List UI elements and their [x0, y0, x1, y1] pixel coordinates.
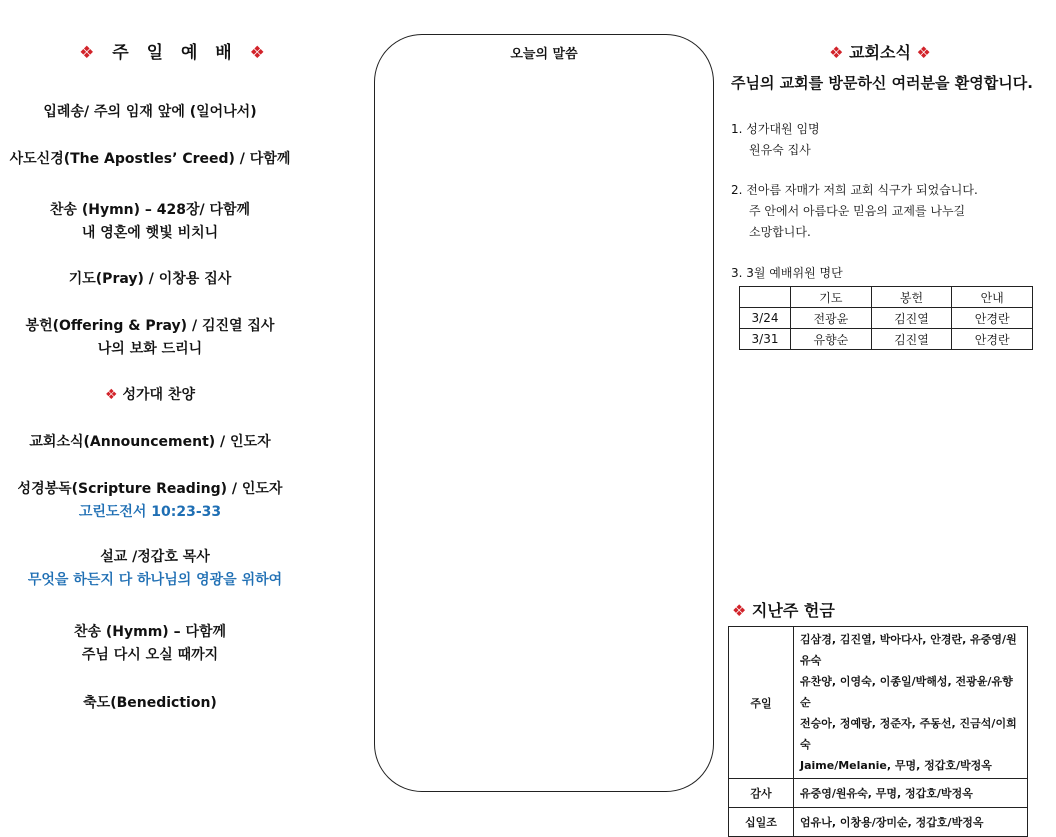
news-item-title: 2. 전아름 자매가 저희 교회 식구가 되었습니다. [731, 183, 978, 197]
scripture-reference: 고린도전서 10:23-33 [78, 504, 222, 520]
offering-title-text: 지난주 헌금 [751, 601, 835, 620]
table-cell: 안경란 [952, 329, 1033, 350]
offering-table [728, 626, 1028, 837]
order-item-text: 사도신경(The Apostles’ Creed) / 다함께 [9, 151, 291, 167]
news-title-text: 교회소식 [849, 43, 911, 62]
order-item-subtext: 내 영혼에 햇빛 비치니 [81, 225, 219, 241]
order-item-text: 기도(Pray) / 이창용 집사 [68, 271, 232, 287]
sermon-title: 무엇을 하든지 다 하나님의 영광을 위하여 [27, 572, 283, 588]
diamond-icon: ❖ [249, 43, 271, 63]
table-cell: 김진열 [871, 329, 952, 350]
order-item-subtext: 나의 보화 드리니 [97, 341, 203, 357]
offering-names [794, 779, 1028, 808]
diamond-icon: ❖ [829, 43, 844, 62]
news-item-title: 1. 성가대원 임명 [731, 122, 820, 136]
order-item [0, 268, 300, 291]
diamond-icon: ❖ [916, 43, 931, 62]
table-row [740, 329, 1033, 350]
table-cell: 3/31 [740, 329, 791, 350]
sermon-notes-title: 오늘의 말씀 [510, 47, 578, 62]
table-cell: 안경란 [952, 308, 1033, 329]
table-header-row [740, 287, 1033, 308]
offering-names [794, 808, 1028, 837]
table-cell: 3/24 [740, 308, 791, 329]
duty-roster-table [739, 286, 1033, 350]
order-item-subtext: 주님 다시 오실 때까지 [81, 647, 219, 663]
table-header-cell: 기도 [791, 287, 872, 308]
sermon-notes-box [374, 34, 714, 792]
order-item-text: 찬송 (Hymm) – 다함께 [73, 624, 227, 640]
order-item [0, 692, 300, 715]
order-item [0, 478, 300, 524]
order-item-text: 설교 /정갑호 목사 [100, 549, 210, 565]
offering-category: 십일조 [729, 808, 794, 837]
welcome-message: 주님의 교회를 방문하신 여러분을 환영합니다. [731, 74, 1033, 92]
offering-category: 주일 [729, 627, 794, 779]
table-cell: 유향순 [791, 329, 872, 350]
news-item-body: 주 안에서 아름다운 믿음의 교제를 나누길 [749, 204, 966, 218]
table-header-cell [740, 287, 791, 308]
offering-names-line: Jaime/Melanie, 무명, 정갑호/박정옥 [800, 759, 992, 772]
order-item-text: 봉헌(Offering & Pray) / 김진열 집사 [25, 318, 275, 334]
news-item-body: 원유숙 집사 [749, 143, 811, 157]
order-item-text: 교회소식(Announcement) / 인도자 [29, 434, 271, 450]
table-row [729, 808, 1028, 837]
order-item [0, 384, 300, 407]
diamond-icon: ❖ [732, 601, 747, 620]
order-item [0, 621, 300, 667]
order-item-text: 입례송/ 주의 임재 앞에 (일어나서) [43, 104, 257, 120]
order-item [0, 101, 300, 124]
order-item [0, 431, 300, 454]
worship-title-text: 주 일 예 배 [112, 43, 238, 63]
order-item-text: 성가대 찬양 [122, 387, 195, 403]
order-item [0, 148, 300, 171]
worship-title [0, 38, 350, 63]
order-item-text: 찬송 (Hymn) – 428장/ 다함께 [49, 202, 251, 218]
news-item-body: 소망합니다. [749, 225, 811, 239]
order-item [0, 315, 300, 361]
table-header-cell: 안내 [952, 287, 1033, 308]
order-item-text: 성경봉독(Scripture Reading) / 인도자 [17, 481, 283, 497]
news-title [730, 40, 1030, 63]
news-item-title: 3. 3월 예배위원 명단 [731, 266, 843, 280]
order-item-text: 축도(Benediction) [83, 695, 217, 711]
table-row [740, 308, 1033, 329]
offering-names-line: 전승아, 정예랑, 정준자, 주동선, 진금석/이희숙 [800, 717, 1017, 751]
table-cell: 전광윤 [791, 308, 872, 329]
table-header-cell: 봉헌 [871, 287, 952, 308]
table-row [729, 627, 1028, 779]
news-item-3 [731, 263, 843, 284]
offering-names-line: 유중영/원유숙, 무명, 정갑호/박정옥 [800, 786, 973, 800]
order-item [0, 199, 300, 245]
offering-names-line: 엄유나, 이창용/장미순, 정갑호/박정옥 [800, 815, 984, 829]
table-row [729, 779, 1028, 808]
table-cell: 김진열 [871, 308, 952, 329]
order-item [0, 546, 310, 592]
diamond-icon: ❖ [79, 43, 101, 63]
offering-title [732, 598, 835, 621]
news-item-2 [731, 180, 978, 243]
offering-names [794, 627, 1028, 779]
offering-names-line: 유찬양, 이영숙, 이종일/박해성, 전광윤/유향순 [800, 675, 1013, 709]
diamond-icon: ❖ [105, 387, 118, 403]
news-item-1 [731, 119, 820, 161]
offering-names-line: 김삼경, 김진열, 박아다사, 안경란, 유중영/원유숙 [800, 633, 1017, 667]
offering-category: 감사 [729, 779, 794, 808]
